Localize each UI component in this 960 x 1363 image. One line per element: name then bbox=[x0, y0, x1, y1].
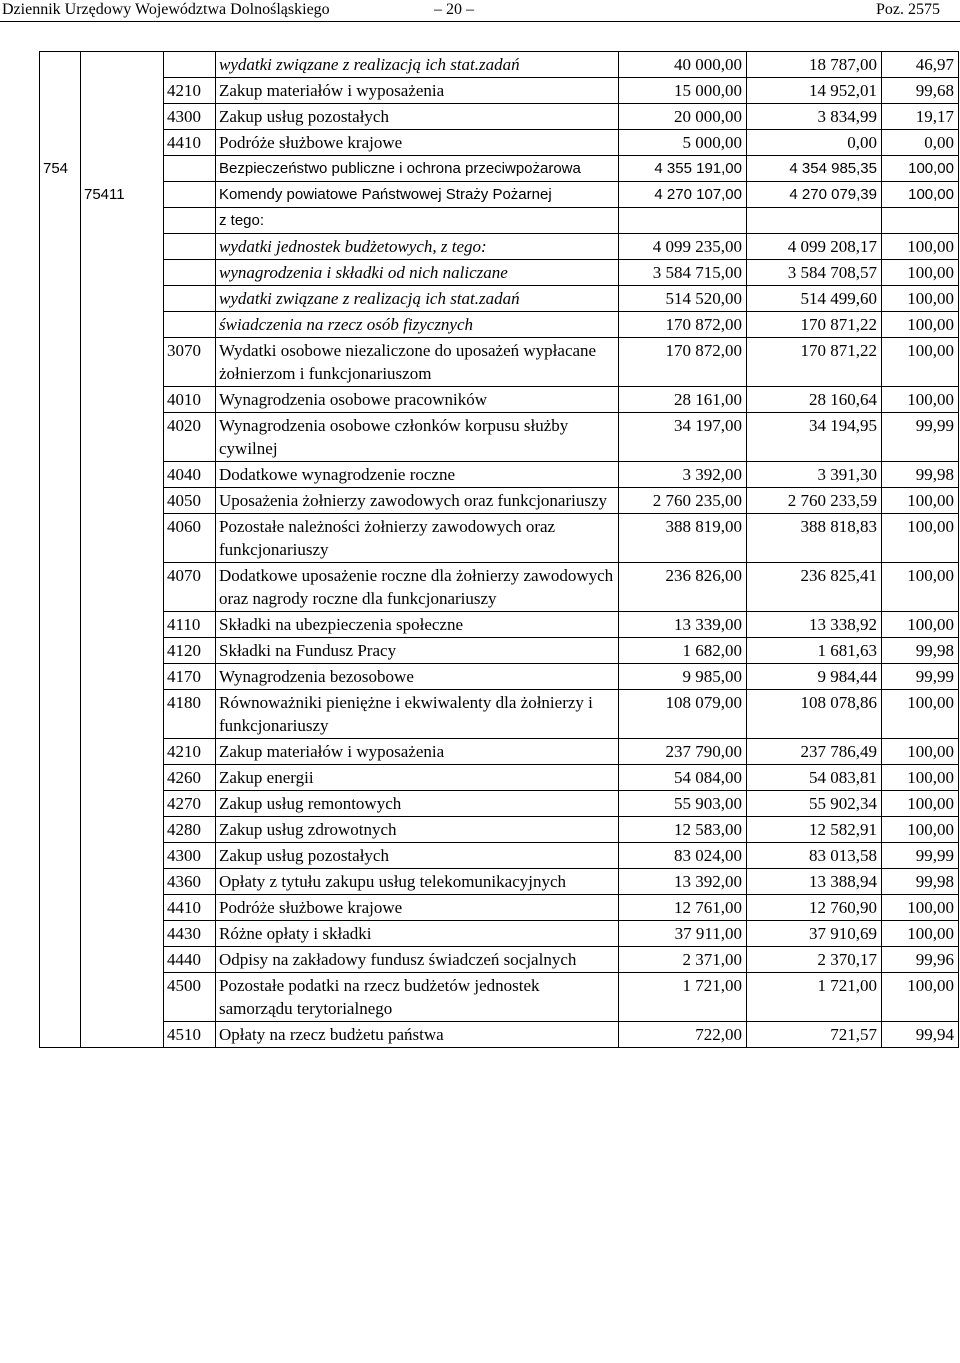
plan-value: 4 355 191,00 bbox=[619, 156, 747, 182]
executed-value: 236 825,41 bbox=[747, 563, 882, 612]
executed-value: 54 083,81 bbox=[747, 765, 882, 791]
rozdzial-code bbox=[81, 1022, 164, 1048]
executed-value: 18 787,00 bbox=[747, 52, 882, 78]
budget-table bbox=[39, 51, 959, 1048]
executed-value: 28 160,64 bbox=[747, 387, 882, 413]
dzial-code: 754 bbox=[40, 156, 81, 182]
item-name: Wydatki osobowe niezaliczone do uposażeń wypłacane żołnierzom i funkcjonariuszom bbox=[216, 338, 619, 387]
table-row bbox=[40, 156, 959, 182]
executed-value: 170 871,22 bbox=[747, 312, 882, 338]
item-name: wydatki związane z realizacją ich stat.zadań bbox=[216, 286, 619, 312]
dzial-code bbox=[40, 182, 81, 208]
executed-value: 4 099 208,17 bbox=[747, 234, 882, 260]
rozdzial-code bbox=[81, 488, 164, 514]
dzial-code bbox=[40, 312, 81, 338]
percent-value: 99,98 bbox=[882, 462, 959, 488]
table-row bbox=[40, 104, 959, 130]
paragraph-code: 4440 bbox=[164, 947, 216, 973]
plan-value: 236 826,00 bbox=[619, 563, 747, 612]
dzial-code bbox=[40, 563, 81, 612]
dzial-code bbox=[40, 612, 81, 638]
executed-value: 12 760,90 bbox=[747, 895, 882, 921]
rozdzial-code bbox=[81, 765, 164, 791]
executed-value: 13 338,92 bbox=[747, 612, 882, 638]
item-name: Podróże służbowe krajowe bbox=[216, 130, 619, 156]
dzial-code bbox=[40, 52, 81, 78]
plan-value: 3 392,00 bbox=[619, 462, 747, 488]
paragraph-code: 4300 bbox=[164, 104, 216, 130]
rozdzial-code bbox=[81, 869, 164, 895]
item-name: wydatki jednostek budżetowych, z tego: bbox=[216, 234, 619, 260]
table-row bbox=[40, 78, 959, 104]
paragraph-code: 4260 bbox=[164, 765, 216, 791]
paragraph-code: 4170 bbox=[164, 664, 216, 690]
paragraph-code bbox=[164, 234, 216, 260]
dzial-code bbox=[40, 286, 81, 312]
item-name: Uposażenia żołnierzy zawodowych oraz funkcjonariuszy bbox=[216, 488, 619, 514]
percent-value: 100,00 bbox=[882, 921, 959, 947]
percent-value: 100,00 bbox=[882, 895, 959, 921]
executed-value: 1 681,63 bbox=[747, 638, 882, 664]
executed-value: 9 984,44 bbox=[747, 664, 882, 690]
plan-value: 1 721,00 bbox=[619, 973, 747, 1022]
dzial-code bbox=[40, 260, 81, 286]
rozdzial-code bbox=[81, 462, 164, 488]
table-row bbox=[40, 208, 959, 234]
percent-value: 100,00 bbox=[882, 312, 959, 338]
table-row bbox=[40, 690, 959, 739]
journal-title: Dziennik Urzędowy Województwa Dolnośląskiego bbox=[2, 1, 330, 18]
plan-value: 108 079,00 bbox=[619, 690, 747, 739]
paragraph-code: 4180 bbox=[164, 690, 216, 739]
paragraph-code: 4280 bbox=[164, 817, 216, 843]
paragraph-code: 4300 bbox=[164, 843, 216, 869]
dzial-code bbox=[40, 843, 81, 869]
percent-value: 99,99 bbox=[882, 664, 959, 690]
percent-value: 100,00 bbox=[882, 690, 959, 739]
paragraph-code: 4050 bbox=[164, 488, 216, 514]
table-row bbox=[40, 338, 959, 387]
plan-value: 4 270 107,00 bbox=[619, 182, 747, 208]
paragraph-code bbox=[164, 260, 216, 286]
rozdzial-code bbox=[81, 234, 164, 260]
percent-value: 100,00 bbox=[882, 338, 959, 387]
item-name: Pozostałe należności żołnierzy zawodowych oraz funkcjonariuszy bbox=[216, 514, 619, 563]
percent-value: 100,00 bbox=[882, 739, 959, 765]
paragraph-code: 4410 bbox=[164, 130, 216, 156]
item-name: Zakup energii bbox=[216, 765, 619, 791]
paragraph-code: 4120 bbox=[164, 638, 216, 664]
item-name: Zakup usług zdrowotnych bbox=[216, 817, 619, 843]
plan-value: 20 000,00 bbox=[619, 104, 747, 130]
table-row bbox=[40, 765, 959, 791]
dzial-code bbox=[40, 78, 81, 104]
percent-value: 100,00 bbox=[882, 156, 959, 182]
item-name: Wynagrodzenia bezosobowe bbox=[216, 664, 619, 690]
plan-value: 40 000,00 bbox=[619, 52, 747, 78]
rozdzial-code bbox=[81, 260, 164, 286]
dzial-code bbox=[40, 387, 81, 413]
item-name: Równoważniki pieniężne i ekwiwalenty dla żołnierzy i funkcjonariuszy bbox=[216, 690, 619, 739]
table-row bbox=[40, 413, 959, 462]
table-row bbox=[40, 387, 959, 413]
dzial-code bbox=[40, 234, 81, 260]
dzial-code bbox=[40, 130, 81, 156]
paragraph-code: 4270 bbox=[164, 791, 216, 817]
plan-value: 12 761,00 bbox=[619, 895, 747, 921]
rozdzial-code bbox=[81, 739, 164, 765]
executed-value: 170 871,22 bbox=[747, 338, 882, 387]
table-row bbox=[40, 52, 959, 78]
paragraph-code: 4110 bbox=[164, 612, 216, 638]
percent-value: 100,00 bbox=[882, 791, 959, 817]
table-row bbox=[40, 514, 959, 563]
executed-value: 4 354 985,35 bbox=[747, 156, 882, 182]
plan-value: 3 584 715,00 bbox=[619, 260, 747, 286]
dzial-code bbox=[40, 413, 81, 462]
item-name: Opłaty na rzecz budżetu państwa bbox=[216, 1022, 619, 1048]
plan-value: 237 790,00 bbox=[619, 739, 747, 765]
rozdzial-code bbox=[81, 791, 164, 817]
item-name: Komendy powiatowe Państwowej Straży Pożarnej bbox=[216, 182, 619, 208]
item-name: Dodatkowe uposażenie roczne dla żołnierzy zawodowych oraz nagrody roczne dla funkcjonariuszy bbox=[216, 563, 619, 612]
executed-value: 237 786,49 bbox=[747, 739, 882, 765]
plan-value: 1 682,00 bbox=[619, 638, 747, 664]
table-row bbox=[40, 895, 959, 921]
executed-value: 514 499,60 bbox=[747, 286, 882, 312]
percent-value: 99,99 bbox=[882, 413, 959, 462]
rozdzial-code bbox=[81, 387, 164, 413]
rozdzial-code bbox=[81, 843, 164, 869]
paragraph-code: 4210 bbox=[164, 78, 216, 104]
executed-value: 3 584 708,57 bbox=[747, 260, 882, 286]
paragraph-code: 4430 bbox=[164, 921, 216, 947]
rozdzial-code bbox=[81, 286, 164, 312]
dzial-code bbox=[40, 462, 81, 488]
percent-value: 100,00 bbox=[882, 234, 959, 260]
dzial-code bbox=[40, 947, 81, 973]
plan-value: 170 872,00 bbox=[619, 338, 747, 387]
rozdzial-code bbox=[81, 947, 164, 973]
paragraph-code: 4210 bbox=[164, 739, 216, 765]
paragraph-code: 4500 bbox=[164, 973, 216, 1022]
executed-value: 721,57 bbox=[747, 1022, 882, 1048]
dzial-code bbox=[40, 488, 81, 514]
executed-value: 3 834,99 bbox=[747, 104, 882, 130]
paragraph-code bbox=[164, 312, 216, 338]
executed-value: 83 013,58 bbox=[747, 843, 882, 869]
plan-value: 83 024,00 bbox=[619, 843, 747, 869]
rozdzial-code bbox=[81, 690, 164, 739]
percent-value bbox=[882, 208, 959, 234]
percent-value: 0,00 bbox=[882, 130, 959, 156]
executed-value: 37 910,69 bbox=[747, 921, 882, 947]
dzial-code bbox=[40, 514, 81, 563]
percent-value: 100,00 bbox=[882, 563, 959, 612]
rozdzial-code bbox=[81, 563, 164, 612]
dzial-code bbox=[40, 638, 81, 664]
plan-value: 34 197,00 bbox=[619, 413, 747, 462]
percent-value: 100,00 bbox=[882, 514, 959, 563]
dzial-code bbox=[40, 869, 81, 895]
rozdzial-code bbox=[81, 612, 164, 638]
executed-value bbox=[747, 208, 882, 234]
paragraph-code bbox=[164, 182, 216, 208]
table-row bbox=[40, 739, 959, 765]
percent-value: 100,00 bbox=[882, 182, 959, 208]
executed-value: 2 760 233,59 bbox=[747, 488, 882, 514]
percent-value: 99,96 bbox=[882, 947, 959, 973]
paragraph-code: 3070 bbox=[164, 338, 216, 387]
table-row bbox=[40, 869, 959, 895]
table-row bbox=[40, 921, 959, 947]
paragraph-code: 4070 bbox=[164, 563, 216, 612]
rozdzial-code: 75411 bbox=[81, 182, 164, 208]
item-name: z tego: bbox=[216, 208, 619, 234]
percent-value: 100,00 bbox=[882, 387, 959, 413]
dzial-code bbox=[40, 895, 81, 921]
paragraph-code: 4040 bbox=[164, 462, 216, 488]
executed-value: 4 270 079,39 bbox=[747, 182, 882, 208]
table-row bbox=[40, 638, 959, 664]
paragraph-code: 4360 bbox=[164, 869, 216, 895]
percent-value: 100,00 bbox=[882, 817, 959, 843]
paragraph-code bbox=[164, 208, 216, 234]
paragraph-code: 4060 bbox=[164, 514, 216, 563]
rozdzial-code bbox=[81, 78, 164, 104]
rozdzial-code bbox=[81, 514, 164, 563]
plan-value: 514 520,00 bbox=[619, 286, 747, 312]
rozdzial-code bbox=[81, 312, 164, 338]
table-row bbox=[40, 182, 959, 208]
dzial-code bbox=[40, 690, 81, 739]
executed-value: 1 721,00 bbox=[747, 973, 882, 1022]
item-name: Wynagrodzenia osobowe pracowników bbox=[216, 387, 619, 413]
percent-value: 100,00 bbox=[882, 260, 959, 286]
item-name: świadczenia na rzecz osób fizycznych bbox=[216, 312, 619, 338]
table-row bbox=[40, 1022, 959, 1048]
position-number: Poz. 2575 bbox=[876, 1, 940, 18]
table-row bbox=[40, 563, 959, 612]
item-name: Opłaty z tytułu zakupu usług telekomunikacyjnych bbox=[216, 869, 619, 895]
paragraph-code: 4020 bbox=[164, 413, 216, 462]
rozdzial-code bbox=[81, 973, 164, 1022]
table-row bbox=[40, 973, 959, 1022]
item-name: Składki na Fundusz Pracy bbox=[216, 638, 619, 664]
plan-value: 28 161,00 bbox=[619, 387, 747, 413]
dzial-code bbox=[40, 208, 81, 234]
item-name: Pozostałe podatki na rzecz budżetów jednostek samorządu terytorialnego bbox=[216, 973, 619, 1022]
item-name: Bezpieczeństwo publiczne i ochrona przeciwpożarowa bbox=[216, 156, 619, 182]
percent-value: 100,00 bbox=[882, 973, 959, 1022]
plan-value: 54 084,00 bbox=[619, 765, 747, 791]
item-name: Różne opłaty i składki bbox=[216, 921, 619, 947]
percent-value: 19,17 bbox=[882, 104, 959, 130]
plan-value: 2 760 235,00 bbox=[619, 488, 747, 514]
plan-value bbox=[619, 208, 747, 234]
dzial-code bbox=[40, 817, 81, 843]
header-rule bbox=[0, 21, 960, 22]
rozdzial-code bbox=[81, 104, 164, 130]
percent-value: 100,00 bbox=[882, 612, 959, 638]
dzial-code bbox=[40, 1022, 81, 1048]
executed-value: 34 194,95 bbox=[747, 413, 882, 462]
plan-value: 15 000,00 bbox=[619, 78, 747, 104]
percent-value: 46,97 bbox=[882, 52, 959, 78]
item-name: Podróże służbowe krajowe bbox=[216, 895, 619, 921]
item-name: Zakup materiałów i wyposażenia bbox=[216, 739, 619, 765]
table-row bbox=[40, 462, 959, 488]
percent-value: 100,00 bbox=[882, 286, 959, 312]
table-row bbox=[40, 947, 959, 973]
table-row bbox=[40, 488, 959, 514]
plan-value: 13 392,00 bbox=[619, 869, 747, 895]
item-name: Wynagrodzenia osobowe członków korpusu służby cywilnej bbox=[216, 413, 619, 462]
percent-value: 100,00 bbox=[882, 488, 959, 514]
plan-value: 5 000,00 bbox=[619, 130, 747, 156]
percent-value: 99,98 bbox=[882, 638, 959, 664]
dzial-code bbox=[40, 791, 81, 817]
table-row bbox=[40, 234, 959, 260]
dzial-code bbox=[40, 664, 81, 690]
page-number: – 20 – bbox=[434, 1, 474, 18]
plan-value: 9 985,00 bbox=[619, 664, 747, 690]
plan-value: 722,00 bbox=[619, 1022, 747, 1048]
paragraph-code bbox=[164, 52, 216, 78]
item-name: Zakup usług remontowych bbox=[216, 791, 619, 817]
paragraph-code: 4410 bbox=[164, 895, 216, 921]
plan-value: 12 583,00 bbox=[619, 817, 747, 843]
table-row bbox=[40, 664, 959, 690]
rozdzial-code bbox=[81, 921, 164, 947]
rozdzial-code bbox=[81, 338, 164, 387]
dzial-code bbox=[40, 338, 81, 387]
item-name: Zakup usług pozostałych bbox=[216, 104, 619, 130]
item-name: Zakup usług pozostałych bbox=[216, 843, 619, 869]
executed-value: 388 818,83 bbox=[747, 514, 882, 563]
page-header bbox=[0, 0, 960, 22]
executed-value: 13 388,94 bbox=[747, 869, 882, 895]
paragraph-code: 4010 bbox=[164, 387, 216, 413]
item-name: wydatki związane z realizacją ich stat.zadań bbox=[216, 52, 619, 78]
table-row bbox=[40, 260, 959, 286]
item-name: wynagrodzenia i składki od nich naliczane bbox=[216, 260, 619, 286]
rozdzial-code bbox=[81, 208, 164, 234]
executed-value: 55 902,34 bbox=[747, 791, 882, 817]
executed-value: 3 391,30 bbox=[747, 462, 882, 488]
plan-value: 2 371,00 bbox=[619, 947, 747, 973]
percent-value: 100,00 bbox=[882, 765, 959, 791]
plan-value: 388 819,00 bbox=[619, 514, 747, 563]
table-row bbox=[40, 843, 959, 869]
dzial-code bbox=[40, 739, 81, 765]
rozdzial-code bbox=[81, 817, 164, 843]
rozdzial-code bbox=[81, 638, 164, 664]
percent-value: 99,94 bbox=[882, 1022, 959, 1048]
table-row bbox=[40, 286, 959, 312]
table-row bbox=[40, 791, 959, 817]
plan-value: 4 099 235,00 bbox=[619, 234, 747, 260]
executed-value: 12 582,91 bbox=[747, 817, 882, 843]
rozdzial-code bbox=[81, 895, 164, 921]
paragraph-code: 4510 bbox=[164, 1022, 216, 1048]
item-name: Odpisy na zakładowy fundusz świadczeń socjalnych bbox=[216, 947, 619, 973]
plan-value: 13 339,00 bbox=[619, 612, 747, 638]
item-name: Zakup materiałów i wyposażenia bbox=[216, 78, 619, 104]
rozdzial-code bbox=[81, 413, 164, 462]
table-row bbox=[40, 817, 959, 843]
table-row bbox=[40, 612, 959, 638]
percent-value: 99,98 bbox=[882, 869, 959, 895]
paragraph-code bbox=[164, 156, 216, 182]
plan-value: 55 903,00 bbox=[619, 791, 747, 817]
dzial-code bbox=[40, 104, 81, 130]
dzial-code bbox=[40, 921, 81, 947]
dzial-code bbox=[40, 973, 81, 1022]
paragraph-code bbox=[164, 286, 216, 312]
rozdzial-code bbox=[81, 130, 164, 156]
plan-value: 37 911,00 bbox=[619, 921, 747, 947]
item-name: Składki na ubezpieczenia społeczne bbox=[216, 612, 619, 638]
percent-value: 99,99 bbox=[882, 843, 959, 869]
executed-value: 0,00 bbox=[747, 130, 882, 156]
executed-value: 2 370,17 bbox=[747, 947, 882, 973]
plan-value: 170 872,00 bbox=[619, 312, 747, 338]
percent-value: 99,68 bbox=[882, 78, 959, 104]
rozdzial-code bbox=[81, 156, 164, 182]
table-row bbox=[40, 312, 959, 338]
item-name: Dodatkowe wynagrodzenie roczne bbox=[216, 462, 619, 488]
executed-value: 108 078,86 bbox=[747, 690, 882, 739]
executed-value: 14 952,01 bbox=[747, 78, 882, 104]
table-row bbox=[40, 130, 959, 156]
rozdzial-code bbox=[81, 664, 164, 690]
rozdzial-code bbox=[81, 52, 164, 78]
dzial-code bbox=[40, 765, 81, 791]
